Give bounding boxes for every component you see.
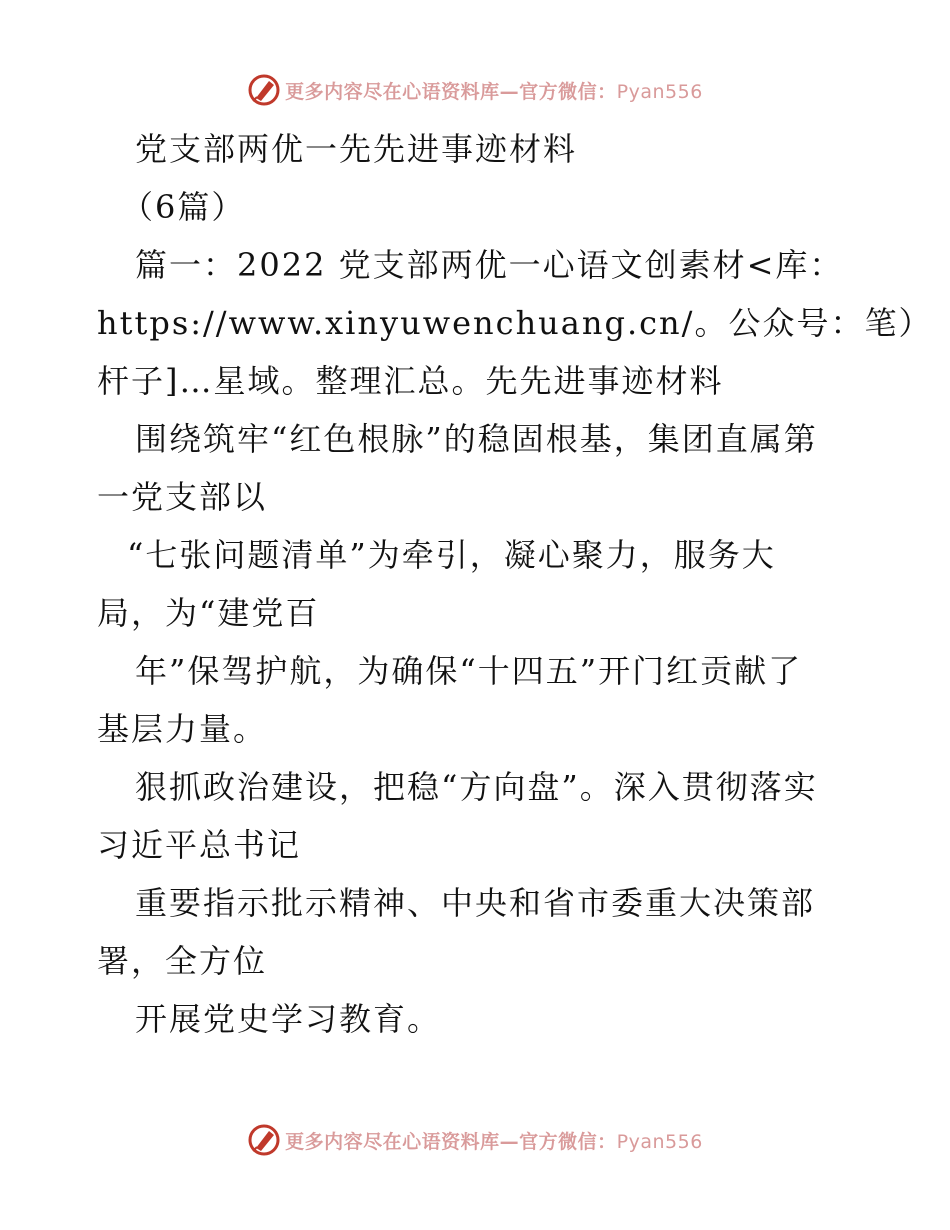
paragraph-line: 狠抓政治建设，把稳“方向盘”。深入贯彻落实 <box>135 768 818 806</box>
paragraph-line: 篇一：2022 党支部两优一心语文创素材<库： <box>135 246 844 284</box>
header-watermark-text: 更多内容尽在心语资料库—官方微信：Pyan556 <box>285 80 703 103</box>
pen-logo-icon <box>247 73 281 107</box>
header-watermark-banner <box>0 70 950 110</box>
footer-watermark-text: 更多内容尽在心语资料库—官方微信：Pyan556 <box>285 1130 703 1153</box>
paragraph-line: 一党支部以 <box>97 478 268 516</box>
document-title: 党支部两优一先先进事迹材料 <box>135 130 578 168</box>
paragraph-line: 开展党史学习教育。 <box>135 1000 442 1038</box>
paragraph-line: 年”保驾护航，为确保“十四五”开门红贡献了 <box>135 652 803 690</box>
paragraph-line: 习近平总书记 <box>97 826 302 864</box>
paragraph-line: https://www.xinyuwenchuang.cn/。公众号：笔） <box>97 304 933 342</box>
pen-logo-icon <box>247 1123 281 1157</box>
document-subtitle: （6篇） <box>121 188 246 226</box>
paragraph-line: 杆子]…星域。整理汇总。先先进事迹材料 <box>97 362 724 400</box>
document-body <box>97 120 933 1048</box>
paragraph-line: 基层力量。 <box>97 710 268 748</box>
paragraph-line: “七张问题清单”为牵引，凝心聚力，服务大 <box>127 536 776 574</box>
footer-watermark-banner <box>0 1120 950 1160</box>
paragraph-line: 局，为“建党百 <box>97 594 320 632</box>
paragraph-line: 重要指示批示精神、中央和省市委重大决策部 <box>135 884 816 922</box>
paragraph-line: 署，全方位 <box>97 942 268 980</box>
paragraph-line: 围绕筑牢“红色根脉”的稳固根基，集团直属第 <box>135 420 818 458</box>
